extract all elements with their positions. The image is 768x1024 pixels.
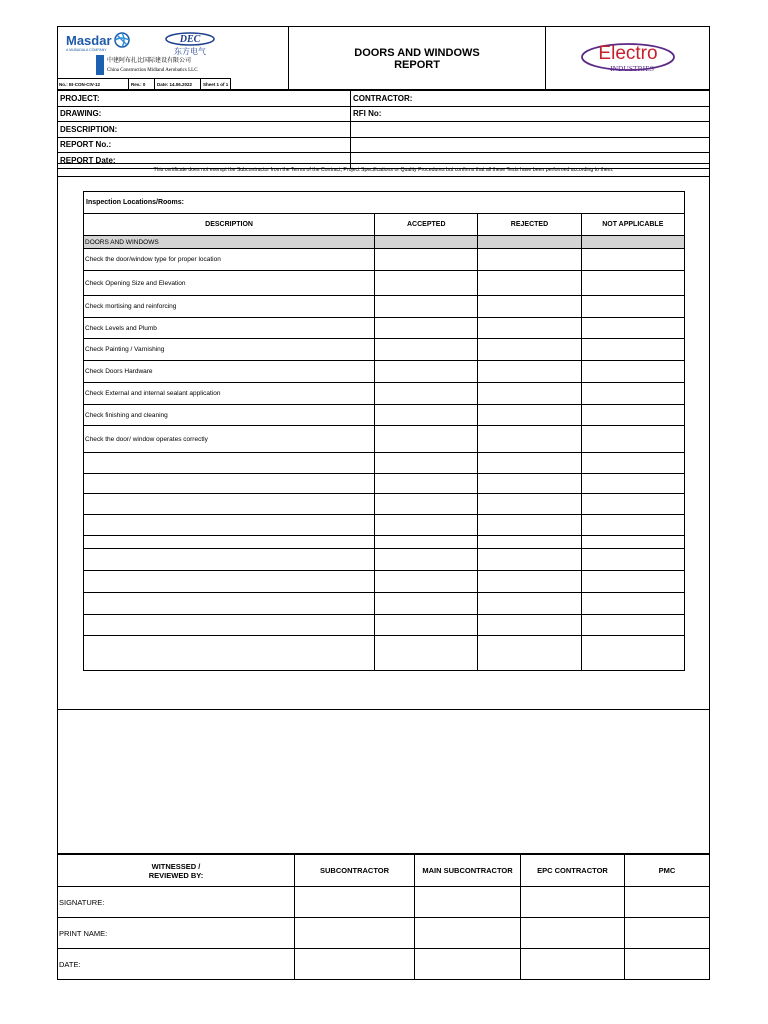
check-item-label: Check mortising and reinforcing xyxy=(84,296,375,318)
inspection-locations-box[interactable] xyxy=(83,191,685,215)
print-name-cell[interactable] xyxy=(415,918,521,949)
not-applicable-cell[interactable] xyxy=(581,318,684,339)
date-cell[interactable] xyxy=(415,949,521,980)
info-blank-cell[interactable] xyxy=(351,137,710,153)
inspection-checklist-table xyxy=(83,213,685,671)
rejected-cell[interactable] xyxy=(478,426,581,453)
report-title-line1: DOORS AND WINDOWS xyxy=(354,47,480,59)
table-row xyxy=(84,615,685,636)
rejected-cell[interactable] xyxy=(478,296,581,318)
print-name-label: PRINT NAME: xyxy=(58,918,295,949)
blank-cell[interactable] xyxy=(84,536,375,549)
pmc-header: PMC xyxy=(625,855,710,887)
contractor-field[interactable]: CONTRACTOR: xyxy=(351,91,710,107)
table-row xyxy=(84,636,685,671)
check-item-label: Check the door/window type for proper location xyxy=(84,249,375,271)
table-row xyxy=(84,515,685,536)
blank-cell[interactable] xyxy=(478,453,581,474)
print-name-cell[interactable] xyxy=(521,918,625,949)
accepted-cell[interactable] xyxy=(375,426,478,453)
col-accepted: ACCEPTED xyxy=(375,214,478,236)
blank-cell[interactable] xyxy=(478,636,581,671)
col-description: DESCRIPTION xyxy=(84,214,375,236)
accepted-cell[interactable] xyxy=(375,361,478,383)
blank-cell[interactable] xyxy=(478,536,581,549)
electro-brand: Electro xyxy=(598,43,658,64)
table-row xyxy=(84,593,685,615)
cscec-logo-icon xyxy=(96,55,104,75)
comments-divider xyxy=(57,709,710,710)
signature-cell[interactable] xyxy=(625,887,710,918)
rejected-cell[interactable] xyxy=(478,318,581,339)
table-row xyxy=(84,536,685,549)
masdar-brand: Masdar xyxy=(66,33,112,48)
blank-cell[interactable] xyxy=(375,571,478,593)
company-cn: 中建阿布扎比国际建设有限公司 xyxy=(107,57,192,64)
not-applicable-cell[interactable] xyxy=(581,405,684,426)
date-cell[interactable] xyxy=(521,949,625,980)
accepted-cell[interactable] xyxy=(375,405,478,426)
report-date-field[interactable]: REPORT Date: xyxy=(58,153,351,169)
table-row xyxy=(84,549,685,571)
category-cell xyxy=(375,236,478,249)
blank-cell[interactable] xyxy=(84,615,375,636)
table-row xyxy=(84,405,685,426)
blank-cell[interactable] xyxy=(581,474,684,494)
masdar-tagline: A MUBADALA COMPANY xyxy=(66,48,107,52)
blank-cell[interactable] xyxy=(581,515,684,536)
blank-cell[interactable] xyxy=(478,571,581,593)
witnessed-line1: WITNESSED / xyxy=(151,861,201,871)
blank-cell[interactable] xyxy=(581,615,684,636)
electro-sub: INDUSTRIES xyxy=(610,64,654,73)
blank-cell[interactable] xyxy=(84,636,375,671)
blank-cell[interactable] xyxy=(84,494,375,515)
table-row xyxy=(84,361,685,383)
signature-cell[interactable] xyxy=(415,887,521,918)
blank-cell[interactable] xyxy=(375,636,478,671)
doc-date: Date: 14.06.2022 xyxy=(155,78,201,90)
category-cell xyxy=(581,236,684,249)
certificate-note: This certificate does not exempt the Subcontractor from the Terms of the Contract, Project Specifications or Quality Procedures but confirms that all these Tests have been performed according to them. xyxy=(57,163,710,177)
date-row xyxy=(58,949,710,980)
rejected-cell[interactable] xyxy=(478,339,581,361)
blank-cell[interactable] xyxy=(375,549,478,571)
blank-cell[interactable] xyxy=(375,615,478,636)
date-cell[interactable] xyxy=(625,949,710,980)
col-not-applicable: NOT APPLICABLE xyxy=(581,214,684,236)
blank-cell[interactable] xyxy=(478,474,581,494)
document-control-line xyxy=(57,78,231,90)
not-applicable-cell[interactable] xyxy=(581,249,684,271)
rejected-cell[interactable] xyxy=(478,271,581,296)
category-row-label: DOORS AND WINDOWS xyxy=(84,236,375,249)
dec-logo-cn: 东方电气 xyxy=(174,47,206,56)
blank-cell[interactable] xyxy=(375,515,478,536)
print-name-cell[interactable] xyxy=(295,918,415,949)
accepted-cell[interactable] xyxy=(375,249,478,271)
not-applicable-cell[interactable] xyxy=(581,426,684,453)
description-field[interactable]: DESCRIPTION: xyxy=(58,122,351,138)
check-item-label: Check External and internal sealant application xyxy=(84,383,375,405)
accepted-cell[interactable] xyxy=(375,318,478,339)
date-cell[interactable] xyxy=(295,949,415,980)
accepted-cell[interactable] xyxy=(375,296,478,318)
masdar-logo xyxy=(58,27,289,79)
witnessed-line2: REVIEWED BY: xyxy=(148,870,204,880)
not-applicable-cell[interactable] xyxy=(581,271,684,296)
not-applicable-cell[interactable] xyxy=(581,339,684,361)
blank-cell[interactable] xyxy=(581,536,684,549)
blank-cell[interactable] xyxy=(375,536,478,549)
signature-cell[interactable] xyxy=(521,887,625,918)
check-item-label: Check Opening Size and Elevation xyxy=(84,271,375,296)
rfi-field[interactable]: RFI No: xyxy=(351,106,710,122)
blank-cell[interactable] xyxy=(478,494,581,515)
report-title xyxy=(289,27,545,91)
blank-cell[interactable] xyxy=(581,549,684,571)
rejected-cell[interactable] xyxy=(478,361,581,383)
accepted-cell[interactable] xyxy=(375,271,478,296)
report-title-line2: REPORT xyxy=(394,59,440,71)
accepted-cell[interactable] xyxy=(375,383,478,405)
table-row xyxy=(84,474,685,494)
masdar-swirl-icon xyxy=(115,33,129,47)
signature-row xyxy=(58,887,710,918)
not-applicable-cell[interactable] xyxy=(581,361,684,383)
blank-cell[interactable] xyxy=(84,593,375,615)
report-no-field[interactable]: REPORT No.: xyxy=(58,137,351,153)
accepted-cell[interactable] xyxy=(375,339,478,361)
dec-logo-text: DEC xyxy=(179,34,201,45)
table-row xyxy=(84,339,685,361)
blank-cell[interactable] xyxy=(375,593,478,615)
signature-label: SIGNATURE: xyxy=(58,887,295,918)
blank-cell[interactable] xyxy=(375,494,478,515)
table-row xyxy=(84,426,685,453)
check-item-label: Check Doors Hardware xyxy=(84,361,375,383)
check-item-label: Check finishing and cleaning xyxy=(84,405,375,426)
table-row xyxy=(84,494,685,515)
check-item-label: Check Painting / Varnishing xyxy=(84,339,375,361)
print-name-row xyxy=(58,918,710,949)
drawing-field[interactable]: DRAWING: xyxy=(58,106,351,122)
electro-logo xyxy=(545,27,710,91)
blank-cell[interactable] xyxy=(375,474,478,494)
info-blank-cell[interactable] xyxy=(351,122,710,138)
not-applicable-cell[interactable] xyxy=(581,296,684,318)
inspection-locations-label: Inspection Locations/Rooms: xyxy=(86,199,185,206)
doc-revision: Rev.: 0 xyxy=(129,78,155,90)
blank-cell[interactable] xyxy=(84,453,375,474)
table-row xyxy=(84,571,685,593)
subcontractor-header: SUBCONTRACTOR xyxy=(295,855,415,887)
table-row xyxy=(84,383,685,405)
company-en: China Construction Midland Aerobatics LLC xyxy=(107,68,198,73)
table-row xyxy=(84,318,685,339)
print-name-cell[interactable] xyxy=(625,918,710,949)
rejected-cell[interactable] xyxy=(478,405,581,426)
blank-cell[interactable] xyxy=(581,453,684,474)
blank-cell[interactable] xyxy=(84,474,375,494)
project-field[interactable]: PROJECT: xyxy=(58,91,351,107)
table-row xyxy=(84,271,685,296)
col-rejected: REJECTED xyxy=(478,214,581,236)
not-applicable-cell[interactable] xyxy=(581,383,684,405)
blank-cell[interactable] xyxy=(375,453,478,474)
check-item-label: Check Levels and Plumb xyxy=(84,318,375,339)
table-row xyxy=(84,453,685,474)
witnessed-header xyxy=(58,855,295,887)
rejected-cell[interactable] xyxy=(478,383,581,405)
category-cell xyxy=(478,236,581,249)
rejected-cell[interactable] xyxy=(478,249,581,271)
epc-header: EPC CONTRACTOR xyxy=(521,855,625,887)
blank-cell[interactable] xyxy=(478,593,581,615)
blank-cell[interactable] xyxy=(478,615,581,636)
date-label: DATE: xyxy=(58,949,295,980)
signature-cell[interactable] xyxy=(295,887,415,918)
signoff-table xyxy=(57,854,710,980)
blank-cell[interactable] xyxy=(84,549,375,571)
blank-cell[interactable] xyxy=(478,515,581,536)
main-subcontractor-header: MAIN SUBCONTRACTOR xyxy=(415,855,521,887)
blank-cell[interactable] xyxy=(581,494,684,515)
table-row xyxy=(84,296,685,318)
check-item-label: Check the door/ window operates correctly xyxy=(84,426,375,453)
table-row xyxy=(84,249,685,271)
blank-cell[interactable] xyxy=(581,636,684,671)
blank-cell[interactable] xyxy=(581,593,684,615)
blank-cell[interactable] xyxy=(84,515,375,536)
blank-cell[interactable] xyxy=(478,549,581,571)
blank-cell[interactable] xyxy=(581,571,684,593)
blank-cell[interactable] xyxy=(84,571,375,593)
project-info-table xyxy=(57,90,710,169)
doc-number: No.: EI-CON-CIV-12 xyxy=(57,78,129,90)
doc-sheet: Sheet 1 of 1 xyxy=(201,78,231,90)
